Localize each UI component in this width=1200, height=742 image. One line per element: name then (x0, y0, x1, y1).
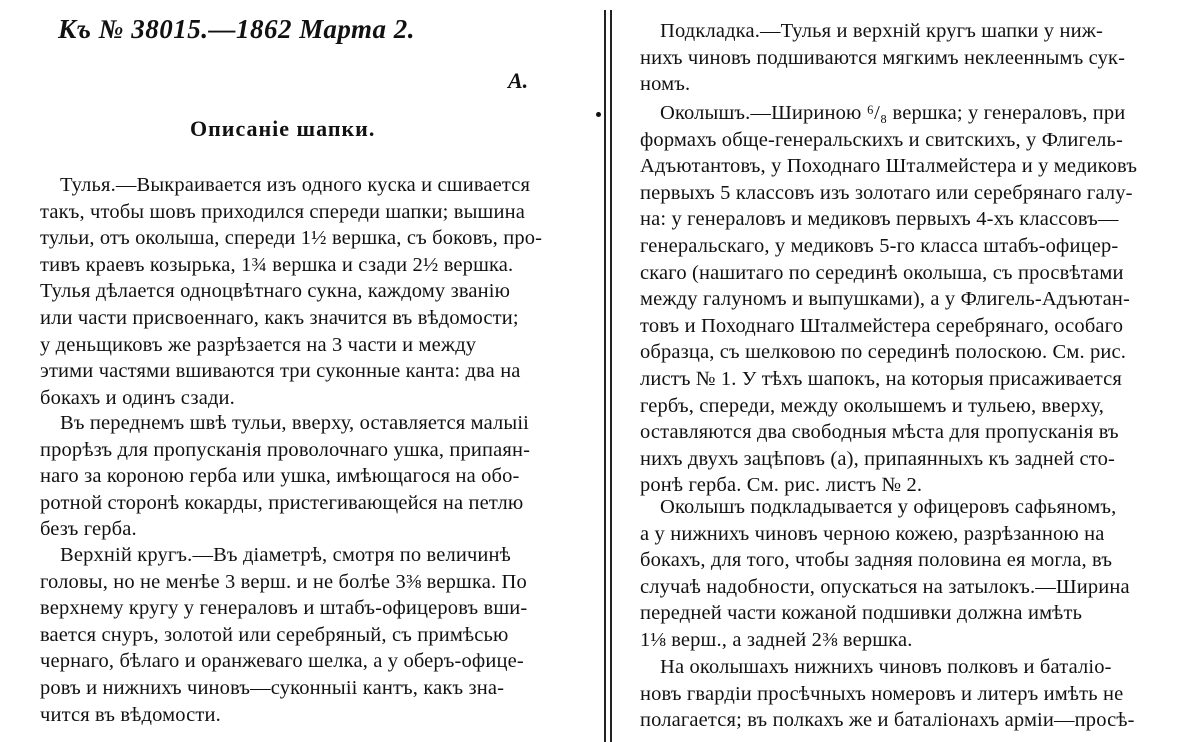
text-line: тивъ краевъ козырька, 1¾ вершка и сзади 2½ вершка. (40, 253, 514, 276)
paragraph-numbers (640, 654, 1135, 734)
text-line: чернаго, бѣлаго и оранжеваго шелка, а у оберъ-офице- (40, 650, 524, 673)
text-line: случаѣ надобности, опускаться на затылокъ.—Ширина (640, 575, 1130, 598)
text-line: ротной сторонѣ кокарды, пристегивающейся на петлю (40, 491, 524, 514)
document-reference: Къ № 38015.—1862 Марта 2. (58, 14, 416, 44)
text-line: новъ гвардіи просѣчныхъ номеровъ и литеръ имѣть не (640, 682, 1124, 705)
text-line: Тулья дѣлается одноцвѣтнаго сукна, каждому званію (40, 280, 511, 303)
text-line: между галуномъ и выпушками), а у Флигель-Адъютан- (640, 288, 1131, 311)
page-title: Описаніе шапки. (190, 116, 376, 141)
section-letter: А. (508, 68, 529, 93)
text-line: товъ и Походнаго Шталмейстера серебрянаго, особаго (640, 314, 1124, 337)
text-line: формахъ обще-генеральскихъ и свитскихъ, у Флигель- (640, 128, 1123, 151)
text-line: вается снуръ, золотой или серебряный, съ примѣсью (40, 623, 509, 646)
text-line: передней части кожаной подшивки должна имѣть (640, 602, 1083, 625)
text-line: а у нижнихъ чиновъ черною кожею, разрѣзанною на (640, 522, 1105, 545)
text-line: полагается; въ полкахъ же и баталіонахъ арміи—просѣ- (640, 709, 1135, 732)
text-line: ровъ и нижнихъ чиновъ—суконныiі кантъ, какъ зна- (40, 676, 505, 699)
text-line: у деньщиковъ же разрѣзается на 3 части и между (40, 333, 477, 356)
text-line: верхнему кругу у генераловъ и штабъ-офицеровъ вши- (40, 597, 528, 620)
margin-dot (596, 112, 601, 117)
text-line: такъ, чтобы шовъ приходился спереди шапки; вышина (40, 200, 525, 223)
column-divider-line (604, 10, 606, 742)
paragraph-front-seam (40, 410, 530, 543)
text-line: Въ переднемъ швѣ тульи, вверху, оставляется малыii (60, 412, 530, 434)
text-line: Подкладка.—Тулья и верхній кругъ шапки у ниж- (660, 20, 1104, 42)
text-line: генеральскаго, у медиковъ 5-го класса штабъ-офицер- (640, 234, 1119, 257)
text-line: чится въ вѣдомости. (40, 703, 221, 726)
text-line: Околышъ.—Шириною ⁶/₈ вершка; у генераловъ, при (660, 102, 1126, 124)
text-line: бокахъ и одинъ сзади. (40, 386, 235, 409)
text-line: Околышъ подкладывается у офицеровъ сафьяномъ, (660, 496, 1117, 518)
text-line: гербъ, спереди, между околышемъ и тульею, вверху, (640, 394, 1105, 417)
text-line: головы, но не менѣе 3 верш. и не болѣе 3⅜ вершка. По (40, 570, 527, 593)
column-divider-line (610, 10, 612, 742)
text-line: прорѣзъ для пропусканія проволочнаго ушка, припаян- (40, 438, 531, 461)
text-line: Верхній кругъ.—Въ діаметрѣ, смотря по величинѣ (60, 544, 511, 566)
paragraph-top-circle (40, 542, 527, 728)
paragraph-band-lining (640, 494, 1130, 654)
paragraph-lining (640, 18, 1125, 98)
text-line: На околышахъ нижнихъ чиновъ полковъ и баталіо- (660, 656, 1112, 678)
text-line: или части присвоеннаго, какъ значится въ вѣдомости; (40, 306, 519, 329)
text-line: первыхъ 5 классовъ изъ золотаго или серебрянаго галу- (640, 181, 1133, 204)
text-line: скаго (нашитаго по серединѣ околыша, съ просвѣтами (640, 261, 1124, 284)
text-line: тульи, отъ околыша, спереди 1½ вершка, съ боковъ, про- (40, 227, 543, 250)
text-line: безъ герба. (40, 518, 137, 541)
text-line: нихъ двухъ зацѣповъ (а), припаянныхъ къ задней сто- (640, 447, 1115, 470)
text-line: Тулья.—Выкраивается изъ одного куска и сшивается (60, 174, 531, 196)
text-line: номъ. (640, 73, 691, 96)
text-line: оставляются два свободныя мѣста для пропусканія въ (640, 421, 1119, 444)
text-line: ронѣ герба. См. рис. листъ № 2. (640, 474, 923, 497)
text-line: Адъютантовъ, у Походнаго Шталмейстера и у медиковъ (640, 155, 1138, 178)
text-line: наго за короною герба или ушка, имѣющагося на обо- (40, 465, 520, 488)
text-line: листъ № 1. У тѣхъ шапокъ, на которыя присаживается (640, 367, 1122, 390)
text-line: 1⅛ верш., а задней 2⅜ вершка. (640, 628, 913, 651)
text-line: образца, съ шелковою по серединѣ полоскою. См. рис. (640, 341, 1127, 364)
text-line: на: у генераловъ и медиковъ первыхъ 4-хъ классовъ— (640, 208, 1119, 231)
text-line: этими частями вшиваются три суконные канта: два на (40, 360, 521, 383)
text-line: бокахъ, для того, чтобы задняя половина ея могла, въ (640, 549, 1113, 572)
text-line: нихъ чиновъ подшиваются мягкимъ неклееннымъ сук- (640, 46, 1126, 69)
paragraph-tulya (40, 172, 542, 411)
paragraph-band (640, 100, 1137, 499)
